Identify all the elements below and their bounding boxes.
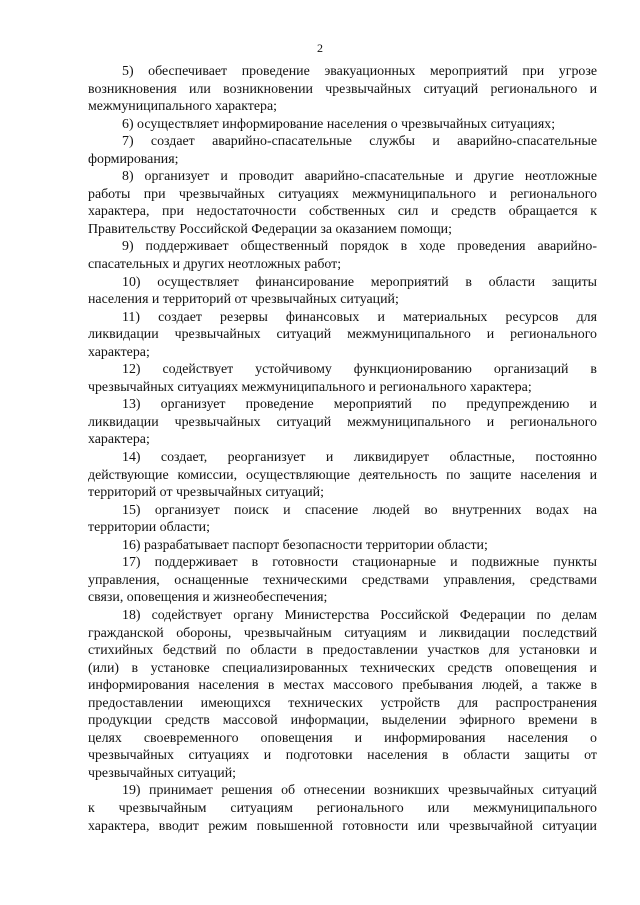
list-item (88, 502, 597, 537)
text-line: 13) организует проведение мероприятий по предупреждению и (122, 397, 597, 413)
text-line: ликвидации чрезвычайных ситуаций межмуниципального и регионального (88, 414, 597, 430)
page-number: 2 (317, 41, 323, 55)
text-line: управления, оснащенные техническими средствами управления, средствами (88, 572, 597, 588)
list-item (88, 554, 597, 607)
text-line: ликвидации чрезвычайных ситуаций межмуниципального и регионального (88, 327, 597, 343)
text-line: возникновения или возникновении чрезвычайных ситуаций регионального и (88, 81, 597, 97)
text-line: 18) содействует органу Министерства Российской Федерации по делам (122, 607, 597, 623)
document-body (88, 63, 597, 835)
list-item (88, 396, 597, 449)
text-line: 16) разрабатывает паспорт безопасности территории области; (122, 537, 488, 553)
list-item (88, 238, 597, 273)
list-item (88, 782, 597, 835)
text-line: стихийных бедствий по области в предоставлении участков для установки и (88, 643, 597, 659)
list-item (88, 133, 597, 168)
list-item (88, 168, 597, 238)
list-item (88, 274, 597, 309)
text-line: 11) создает резервы финансовых и материальных ресурсов для (122, 309, 597, 325)
text-line: характера, при недостаточности собственных сил и средств обращается к (88, 204, 597, 220)
text-line: целях своевременного оповещения и информирования населения о (88, 730, 597, 746)
text-line: 14) создает, реорганизует и ликвидирует областные, постоянно (122, 450, 597, 466)
text-line: территорий от чрезвычайных ситуаций; (88, 485, 324, 501)
text-line: чрезвычайных ситуаций; (88, 765, 236, 781)
text-line: работы при чрезвычайных ситуациях межмуниципального и регионального (88, 186, 597, 202)
list-item (88, 309, 597, 362)
text-line: межмуниципального характера; (88, 99, 277, 115)
text-line: спасательных и других неотложных работ; (88, 257, 342, 273)
text-line: связи, оповещения и жизнеобеспечения; (88, 590, 328, 606)
text-line: формирования; (88, 151, 179, 167)
list-item (88, 537, 597, 555)
text-line: 5) обеспечивает проведение эвакуационных мероприятий при угрозе (122, 64, 597, 79)
text-line: чрезвычайных ситуациях и подготовки населения в области защиты от (88, 748, 597, 764)
text-line: к чрезвычайным ситуациям регионального или межмуниципального (88, 800, 597, 816)
text-line: 8) организует и проводит аварийно-спасательные и другие неотложные (122, 169, 597, 185)
text-line: характера; (88, 432, 150, 448)
text-line: Правительству Российской Федерации за оказанием помощи; (88, 221, 452, 237)
text-line: 7) создает аварийно-спасательные службы и аварийно-спасательные (122, 134, 597, 150)
list-item (88, 449, 597, 502)
text-line: 15) организует поиск и спасение людей во внутренних водах на (122, 502, 597, 518)
list-item (88, 63, 597, 116)
list-item (88, 116, 597, 134)
text-line: гражданской обороны, чрезвычайным ситуациям и ликвидации последствий (88, 625, 597, 641)
text-line: (или) в установке специализированных технических средств оповещения и (88, 660, 597, 676)
list-item (88, 607, 597, 782)
text-line: чрезвычайных ситуациях межмуниципального и регионального характера; (88, 379, 532, 395)
text-line: действующие комиссии, осуществляющие деятельность по защите населения и (88, 467, 597, 483)
text-line: 9) поддерживает общественный порядок в ходе проведения аварийно- (122, 239, 597, 255)
text-line: характера; (88, 344, 150, 360)
list-item (88, 361, 597, 396)
text-line: 17) поддерживает в готовности стационарные и подвижные пункты (122, 555, 597, 571)
text-line: 12) содействует устойчивому функционированию организаций в (122, 362, 597, 378)
text-line: информирования населения в местах массового пребывания людей, а также в (88, 678, 597, 694)
text-line: 6) осуществляет информирование населения о чрезвычайных ситуациях; (122, 116, 556, 132)
text-line: предоставлении имеющихся технических устройств для распространения (88, 695, 597, 711)
text-line: населения и территорий от чрезвычайных ситуаций; (88, 292, 399, 308)
text-line: продукции средств массовой информации, выделении эфирного времени в (88, 713, 597, 729)
text-line: территории области; (88, 520, 210, 536)
text-line: 10) осуществляет финансирование мероприятий в области защиты (122, 274, 597, 290)
text-line: характера, вводит режим повышенной готовности или чрезвычайной ситуации (88, 818, 597, 834)
text-line: 19) принимает решения об отнесении возникших чрезвычайных ситуаций (122, 783, 597, 799)
